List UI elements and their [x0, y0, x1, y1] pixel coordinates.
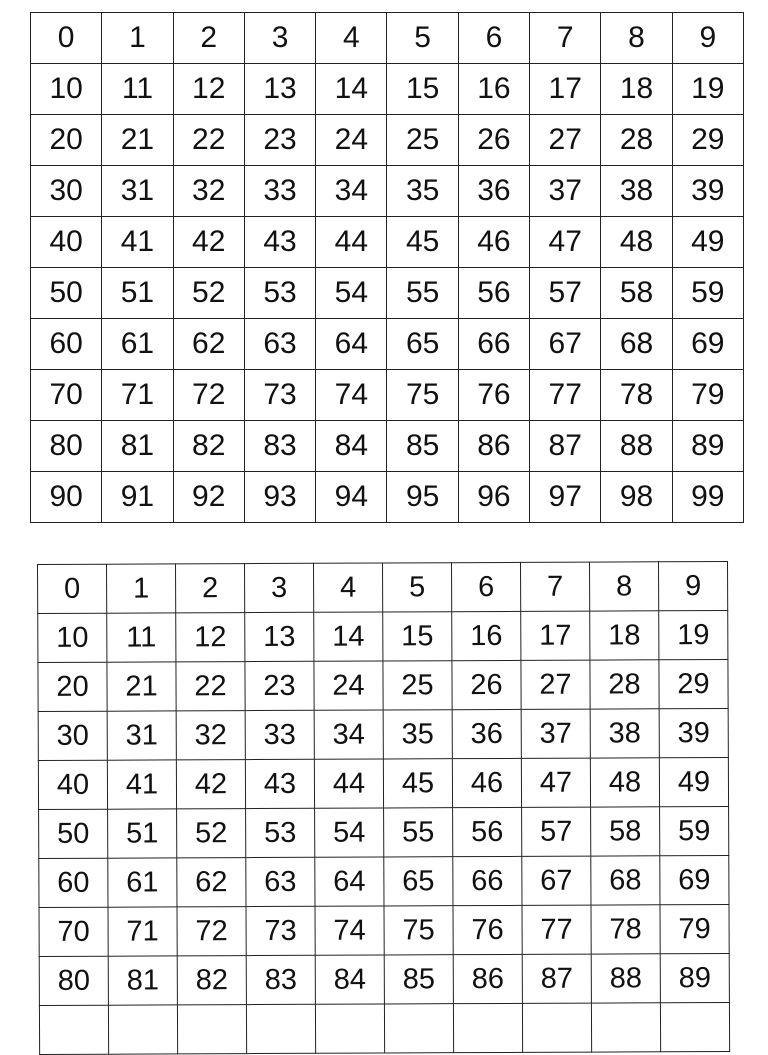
table-row — [31, 64, 744, 115]
table-row — [39, 806, 729, 858]
number-cell: 76 — [453, 905, 522, 954]
number-cell: 99 — [672, 472, 743, 523]
number-cell: 61 — [108, 858, 177, 907]
number-cell: 64 — [316, 319, 387, 370]
number-cell: 89 — [672, 421, 743, 472]
number-cell: 49 — [659, 757, 728, 806]
number-cell: 16 — [452, 611, 521, 660]
table-row — [38, 561, 728, 613]
number-cell: 74 — [315, 906, 384, 955]
number-cell: 5 — [387, 13, 458, 64]
number-cell: 86 — [458, 421, 529, 472]
number-cell: 42 — [173, 217, 244, 268]
number-cell: 92 — [173, 472, 244, 523]
number-cell: 69 — [660, 855, 729, 904]
number-cell: 15 — [387, 64, 458, 115]
number-cell: 58 — [591, 807, 660, 856]
number-cell: 45 — [383, 759, 452, 808]
number-cell: 71 — [102, 370, 173, 421]
number-cell: 19 — [659, 610, 728, 659]
number-cell: 51 — [102, 268, 173, 319]
number-cell: 34 — [314, 710, 383, 759]
number-cell: 31 — [102, 166, 173, 217]
number-cell: 77 — [522, 905, 591, 954]
number-cell: 33 — [245, 710, 314, 759]
number-cell: 85 — [387, 421, 458, 472]
number-cell: 35 — [387, 166, 458, 217]
number-cell: 79 — [660, 904, 729, 953]
hundred-chart-top — [30, 12, 744, 523]
number-cell: 52 — [173, 268, 244, 319]
number-cell: 11 — [107, 613, 176, 662]
table-row — [39, 953, 729, 1005]
number-cell: 21 — [102, 115, 173, 166]
number-cell: 98 — [601, 472, 672, 523]
number-cell: 50 — [39, 809, 108, 858]
number-cell: 73 — [246, 906, 315, 955]
number-cell: 21 — [107, 662, 176, 711]
number-cell: 20 — [31, 115, 102, 166]
number-cell: 36 — [458, 166, 529, 217]
number-cell: 0 — [38, 564, 107, 613]
number-cell: 46 — [458, 217, 529, 268]
number-cell: 22 — [173, 115, 244, 166]
table-row — [31, 115, 744, 166]
number-cell: 20 — [38, 662, 107, 711]
number-cell: 59 — [660, 806, 729, 855]
number-cell: 53 — [246, 808, 315, 857]
number-cell: 84 — [315, 955, 384, 1004]
number-cell: 72 — [177, 907, 246, 956]
number-cell: 79 — [672, 370, 743, 421]
hundred-chart-bottom-body — [38, 561, 730, 1054]
table-row — [39, 855, 729, 907]
number-cell: 23 — [245, 661, 314, 710]
number-cell: 53 — [244, 268, 315, 319]
number-cell: 88 — [591, 954, 660, 1003]
number-cell — [108, 1005, 177, 1054]
number-cell: 66 — [453, 856, 522, 905]
number-cell — [177, 1005, 246, 1054]
number-cell: 28 — [590, 660, 659, 709]
number-cell: 34 — [316, 166, 387, 217]
number-cell: 6 — [451, 562, 520, 611]
number-cell: 39 — [659, 708, 728, 757]
table-row — [38, 659, 728, 711]
number-cell: 88 — [601, 421, 672, 472]
number-cell: 14 — [316, 64, 387, 115]
number-cell: 83 — [244, 421, 315, 472]
number-cell: 4 — [316, 13, 387, 64]
number-cell: 26 — [458, 115, 529, 166]
number-cell — [384, 1004, 453, 1053]
number-cell: 29 — [659, 659, 728, 708]
number-cell: 78 — [591, 905, 660, 954]
number-cell: 42 — [176, 760, 245, 809]
number-cell: 80 — [39, 956, 108, 1005]
number-cell: 30 — [38, 711, 107, 760]
number-cell: 40 — [38, 760, 107, 809]
number-cell: 86 — [453, 954, 522, 1003]
number-cell: 57 — [522, 807, 591, 856]
number-cell: 0 — [31, 13, 102, 64]
number-cell: 63 — [246, 857, 315, 906]
number-cell: 60 — [31, 319, 102, 370]
number-cell: 33 — [244, 166, 315, 217]
number-cell: 63 — [244, 319, 315, 370]
number-cell: 61 — [102, 319, 173, 370]
number-cell: 11 — [102, 64, 173, 115]
number-cell: 68 — [601, 319, 672, 370]
number-cell: 66 — [458, 319, 529, 370]
number-cell: 76 — [458, 370, 529, 421]
number-cell: 87 — [522, 954, 591, 1003]
number-cell: 9 — [658, 561, 727, 610]
number-cell: 38 — [601, 166, 672, 217]
number-cell: 8 — [589, 562, 658, 611]
number-cell: 83 — [246, 955, 315, 1004]
number-cell: 5 — [382, 563, 451, 612]
number-cell: 17 — [521, 611, 590, 660]
number-cell — [246, 1004, 315, 1053]
number-cell: 56 — [453, 807, 522, 856]
number-cell: 41 — [107, 760, 176, 809]
number-cell: 18 — [590, 611, 659, 660]
number-cell: 65 — [387, 319, 458, 370]
number-cell: 69 — [672, 319, 743, 370]
number-cell: 70 — [39, 907, 108, 956]
number-cell: 54 — [315, 808, 384, 857]
number-cell: 26 — [452, 660, 521, 709]
number-cell: 9 — [672, 13, 743, 64]
number-cell: 51 — [108, 809, 177, 858]
number-cell: 40 — [31, 217, 102, 268]
number-cell: 43 — [245, 759, 314, 808]
number-cell: 89 — [660, 953, 729, 1002]
number-cell: 43 — [244, 217, 315, 268]
number-cell: 96 — [458, 472, 529, 523]
number-cell: 67 — [522, 856, 591, 905]
number-cell: 25 — [387, 115, 458, 166]
number-cell: 27 — [530, 115, 601, 166]
table-row — [31, 13, 744, 64]
number-cell: 77 — [530, 370, 601, 421]
number-cell: 64 — [315, 857, 384, 906]
number-cell: 10 — [31, 64, 102, 115]
number-cell: 14 — [314, 612, 383, 661]
number-cell: 41 — [102, 217, 173, 268]
number-cell: 74 — [316, 370, 387, 421]
number-cell: 78 — [601, 370, 672, 421]
number-cell: 54 — [316, 268, 387, 319]
number-cell: 47 — [521, 758, 590, 807]
number-cell: 46 — [452, 758, 521, 807]
number-cell: 29 — [672, 115, 743, 166]
number-cell: 44 — [314, 759, 383, 808]
table-row — [31, 166, 744, 217]
number-cell — [591, 1003, 660, 1052]
number-cell: 4 — [313, 563, 382, 612]
number-cell: 73 — [244, 370, 315, 421]
number-cell: 24 — [316, 115, 387, 166]
table-row — [31, 370, 744, 421]
number-cell: 45 — [387, 217, 458, 268]
number-cell: 93 — [244, 472, 315, 523]
number-cell: 8 — [601, 13, 672, 64]
number-cell: 49 — [672, 217, 743, 268]
number-cell: 24 — [314, 661, 383, 710]
number-cell — [522, 1003, 591, 1052]
number-cell: 91 — [102, 472, 173, 523]
number-cell: 27 — [521, 660, 590, 709]
number-cell: 55 — [387, 268, 458, 319]
number-cell: 75 — [384, 906, 453, 955]
number-cell: 56 — [458, 268, 529, 319]
number-cell: 47 — [530, 217, 601, 268]
number-cell: 59 — [672, 268, 743, 319]
number-cell: 44 — [316, 217, 387, 268]
number-cell: 2 — [173, 13, 244, 64]
number-cell: 55 — [384, 808, 453, 857]
number-cell: 80 — [31, 421, 102, 472]
number-cell — [39, 1005, 108, 1054]
hundred-chart-top-body — [31, 13, 744, 523]
number-cell: 3 — [245, 563, 314, 612]
number-cell: 3 — [244, 13, 315, 64]
table-row — [38, 610, 728, 662]
number-cell: 52 — [177, 809, 246, 858]
number-cell: 18 — [601, 64, 672, 115]
table-row — [39, 904, 729, 956]
number-cell: 30 — [31, 166, 102, 217]
number-cell: 37 — [521, 709, 590, 758]
number-cell: 25 — [383, 661, 452, 710]
number-cell: 12 — [173, 64, 244, 115]
number-cell: 17 — [530, 64, 601, 115]
number-cell: 15 — [383, 612, 452, 661]
table-row — [38, 708, 728, 760]
number-cell: 71 — [108, 907, 177, 956]
number-cell: 72 — [173, 370, 244, 421]
number-cell: 22 — [176, 662, 245, 711]
table-row — [31, 421, 744, 472]
number-cell: 35 — [383, 710, 452, 759]
number-cell: 2 — [176, 564, 245, 613]
number-cell: 81 — [108, 956, 177, 1005]
hundred-chart-bottom — [37, 561, 730, 1055]
number-cell: 84 — [316, 421, 387, 472]
number-cell: 31 — [107, 711, 176, 760]
number-cell: 1 — [102, 13, 173, 64]
number-cell: 48 — [601, 217, 672, 268]
number-cell: 90 — [31, 472, 102, 523]
number-cell: 6 — [458, 13, 529, 64]
number-cell: 38 — [590, 709, 659, 758]
number-cell: 50 — [31, 268, 102, 319]
table-row — [31, 217, 744, 268]
number-cell — [453, 1003, 522, 1052]
number-cell: 10 — [38, 613, 107, 662]
table-row — [31, 268, 744, 319]
number-cell: 85 — [384, 955, 453, 1004]
table-row — [31, 472, 744, 523]
number-cell: 13 — [244, 64, 315, 115]
number-cell: 32 — [176, 711, 245, 760]
number-cell: 28 — [601, 115, 672, 166]
number-cell: 82 — [173, 421, 244, 472]
number-cell: 62 — [177, 858, 246, 907]
number-cell: 32 — [173, 166, 244, 217]
number-cell: 36 — [452, 709, 521, 758]
number-cell: 1 — [107, 564, 176, 613]
number-cell: 19 — [672, 64, 743, 115]
number-cell: 68 — [591, 856, 660, 905]
number-cell: 48 — [590, 758, 659, 807]
number-cell: 37 — [530, 166, 601, 217]
number-cell: 62 — [173, 319, 244, 370]
table-row — [38, 757, 728, 809]
number-cell: 87 — [530, 421, 601, 472]
table-row — [39, 1002, 729, 1054]
number-cell: 23 — [244, 115, 315, 166]
number-cell: 94 — [316, 472, 387, 523]
number-cell — [660, 1002, 729, 1051]
number-cell: 81 — [102, 421, 173, 472]
number-cell: 57 — [530, 268, 601, 319]
number-cell: 12 — [176, 613, 245, 662]
number-cell: 7 — [530, 13, 601, 64]
number-cell: 67 — [530, 319, 601, 370]
number-cell: 75 — [387, 370, 458, 421]
number-cell: 70 — [31, 370, 102, 421]
number-cell: 95 — [387, 472, 458, 523]
number-cell: 82 — [177, 956, 246, 1005]
number-cell: 7 — [520, 562, 589, 611]
number-cell: 60 — [39, 858, 108, 907]
number-cell: 39 — [672, 166, 743, 217]
number-cell: 16 — [458, 64, 529, 115]
number-cell: 58 — [601, 268, 672, 319]
number-cell — [315, 1004, 384, 1053]
number-cell: 65 — [384, 857, 453, 906]
number-cell: 97 — [530, 472, 601, 523]
number-cell: 13 — [245, 612, 314, 661]
table-row — [31, 319, 744, 370]
